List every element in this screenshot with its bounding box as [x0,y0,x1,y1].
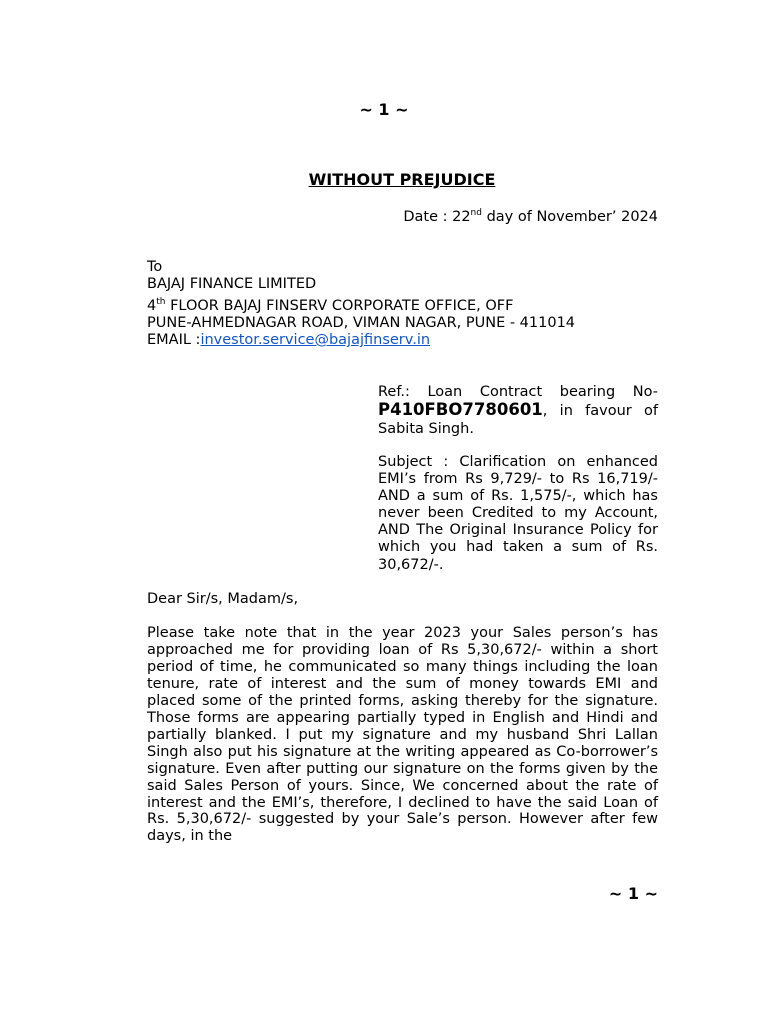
letter-title: WITHOUT PREJUDICE [308,170,496,189]
floor-ordinal: th [156,296,166,307]
address-line-2: PUNE-AHMEDNAGAR ROAD, VIMAN NAGAR, PUNE - 411014 [147,314,576,331]
letter-date [403,208,658,225]
loan-number: P410FBO7780601 [378,400,543,420]
address-to: To [147,259,163,275]
date-ordinal: nd [470,208,482,218]
date-prefix: Date : 22 [403,208,471,225]
letter-body: Please take note that in the year 2023 your Sales person’s has approached me for providing loan of Rs 5,30,672/- within a short period of time, he communicated so many things including the loan tenure, rate of interest and the sum of money towards EMI and placed some of the printed forms, asking thereby for the signature. Those forms are appearing partially typed in English and Hindi and partially blanked. I put my signature and my husband Shri Lallan Singh also put his signature at the writing appeared as Co-borrower’s signature. Even after putting our signature on the forms given by the said Sales Person of yours. Since, We concerned about the rate of interest and the EMI’s, therefore, I declined to have the said Loan of Rs. 5,30,672/- suggested by your Sale’s person. However after few days, in the [147,625,658,845]
reference-suffix: , in favour of Sabita Singh. [378,403,658,437]
address-email-line [147,332,575,349]
address-line-1-rest: FLOOR BAJAJ FINSERV CORPORATE OFFICE, OFF [165,297,514,314]
page-number-footer: ~ 1 ~ [608,884,658,903]
salutation: Dear Sir/s, Madam/s, [147,591,299,607]
page-number-header: ~ 1 ~ [359,100,409,119]
email-label: EMAIL : [147,332,201,349]
address-line-1 [147,294,575,315]
address-company: BAJAJ FINANCE LIMITED [147,276,317,293]
floor-number: 4 [147,297,157,314]
email-link[interactable]: investor.service@bajajfinserv.in [200,332,431,349]
reference-prefix: Ref.: Loan Contract bearing No- [378,384,658,400]
subject-block: Subject : Clarification on enhanced EMI’s from Rs 9,729/- to Rs 16,719/- AND a sum of Rs. 1,575/-, which has never been Credited to my Account, AND The Original Insurance Policy for which you had taken a sum of Rs. 30,672/-. [378,454,658,573]
reference-block [378,384,658,438]
recipient-address [147,259,575,349]
date-suffix: day of November’ 2024 [481,208,658,225]
